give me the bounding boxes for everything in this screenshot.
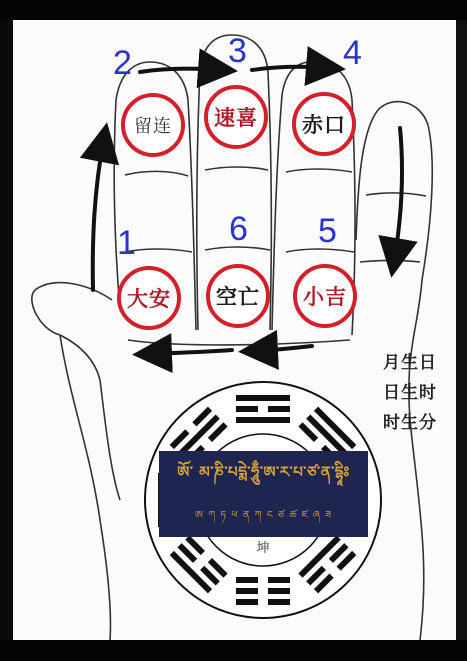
bagua-label-kun: 坤 [256,541,270,556]
palace-label-kongwang: 空亡 [216,285,260,309]
rule-hour-minute: 时生分 [383,413,437,433]
palace-label-liulian: 留连 [134,116,172,137]
palace-number-6: 6 [229,210,248,248]
palace-number-2: 2 [113,44,132,82]
mantra-banner [159,451,368,537]
palace-label-daan: 大安 [127,287,171,311]
palace-number-1: 1 [117,224,136,262]
arrow-1-to-2 [93,138,104,290]
palace-chikou [292,92,356,156]
rule-day-hour: 日生时 [383,383,437,403]
palace-number-4: 4 [343,34,362,72]
palace-kongwang [206,264,270,328]
arrow-6-to-1 [148,350,232,354]
mantra-line-2: ཨ ཀ ཏ ཕ ན ཀ ང ཙ ཚ ཛ ཞ ཟ [194,510,333,521]
rule-month-day: 月生日 [383,353,437,373]
mantra-line-1: ཨོ་ མ་ཎི་པདྨེ་ཧཱུྃ་ཨ་ར་པ་ཙ་ན་དྷཱིཿ [177,463,350,481]
arrow-5-to-6 [254,346,312,351]
palace-label-xiaoji: 小吉 [303,285,347,309]
arrow-2-to-3 [140,69,222,72]
arrow-4-to-5 [394,128,402,262]
palace-liulian [121,93,185,157]
arrow-3-to-4 [252,67,330,70]
palace-label-chikou: 赤口 [302,113,346,137]
palace-suxi [204,85,268,149]
palace-xiaoji [293,264,357,328]
palace-label-suxi: 速喜 [214,106,258,130]
palace-number-3: 3 [228,32,247,70]
palace-number-5: 5 [318,212,337,250]
palace-daan [117,266,181,330]
